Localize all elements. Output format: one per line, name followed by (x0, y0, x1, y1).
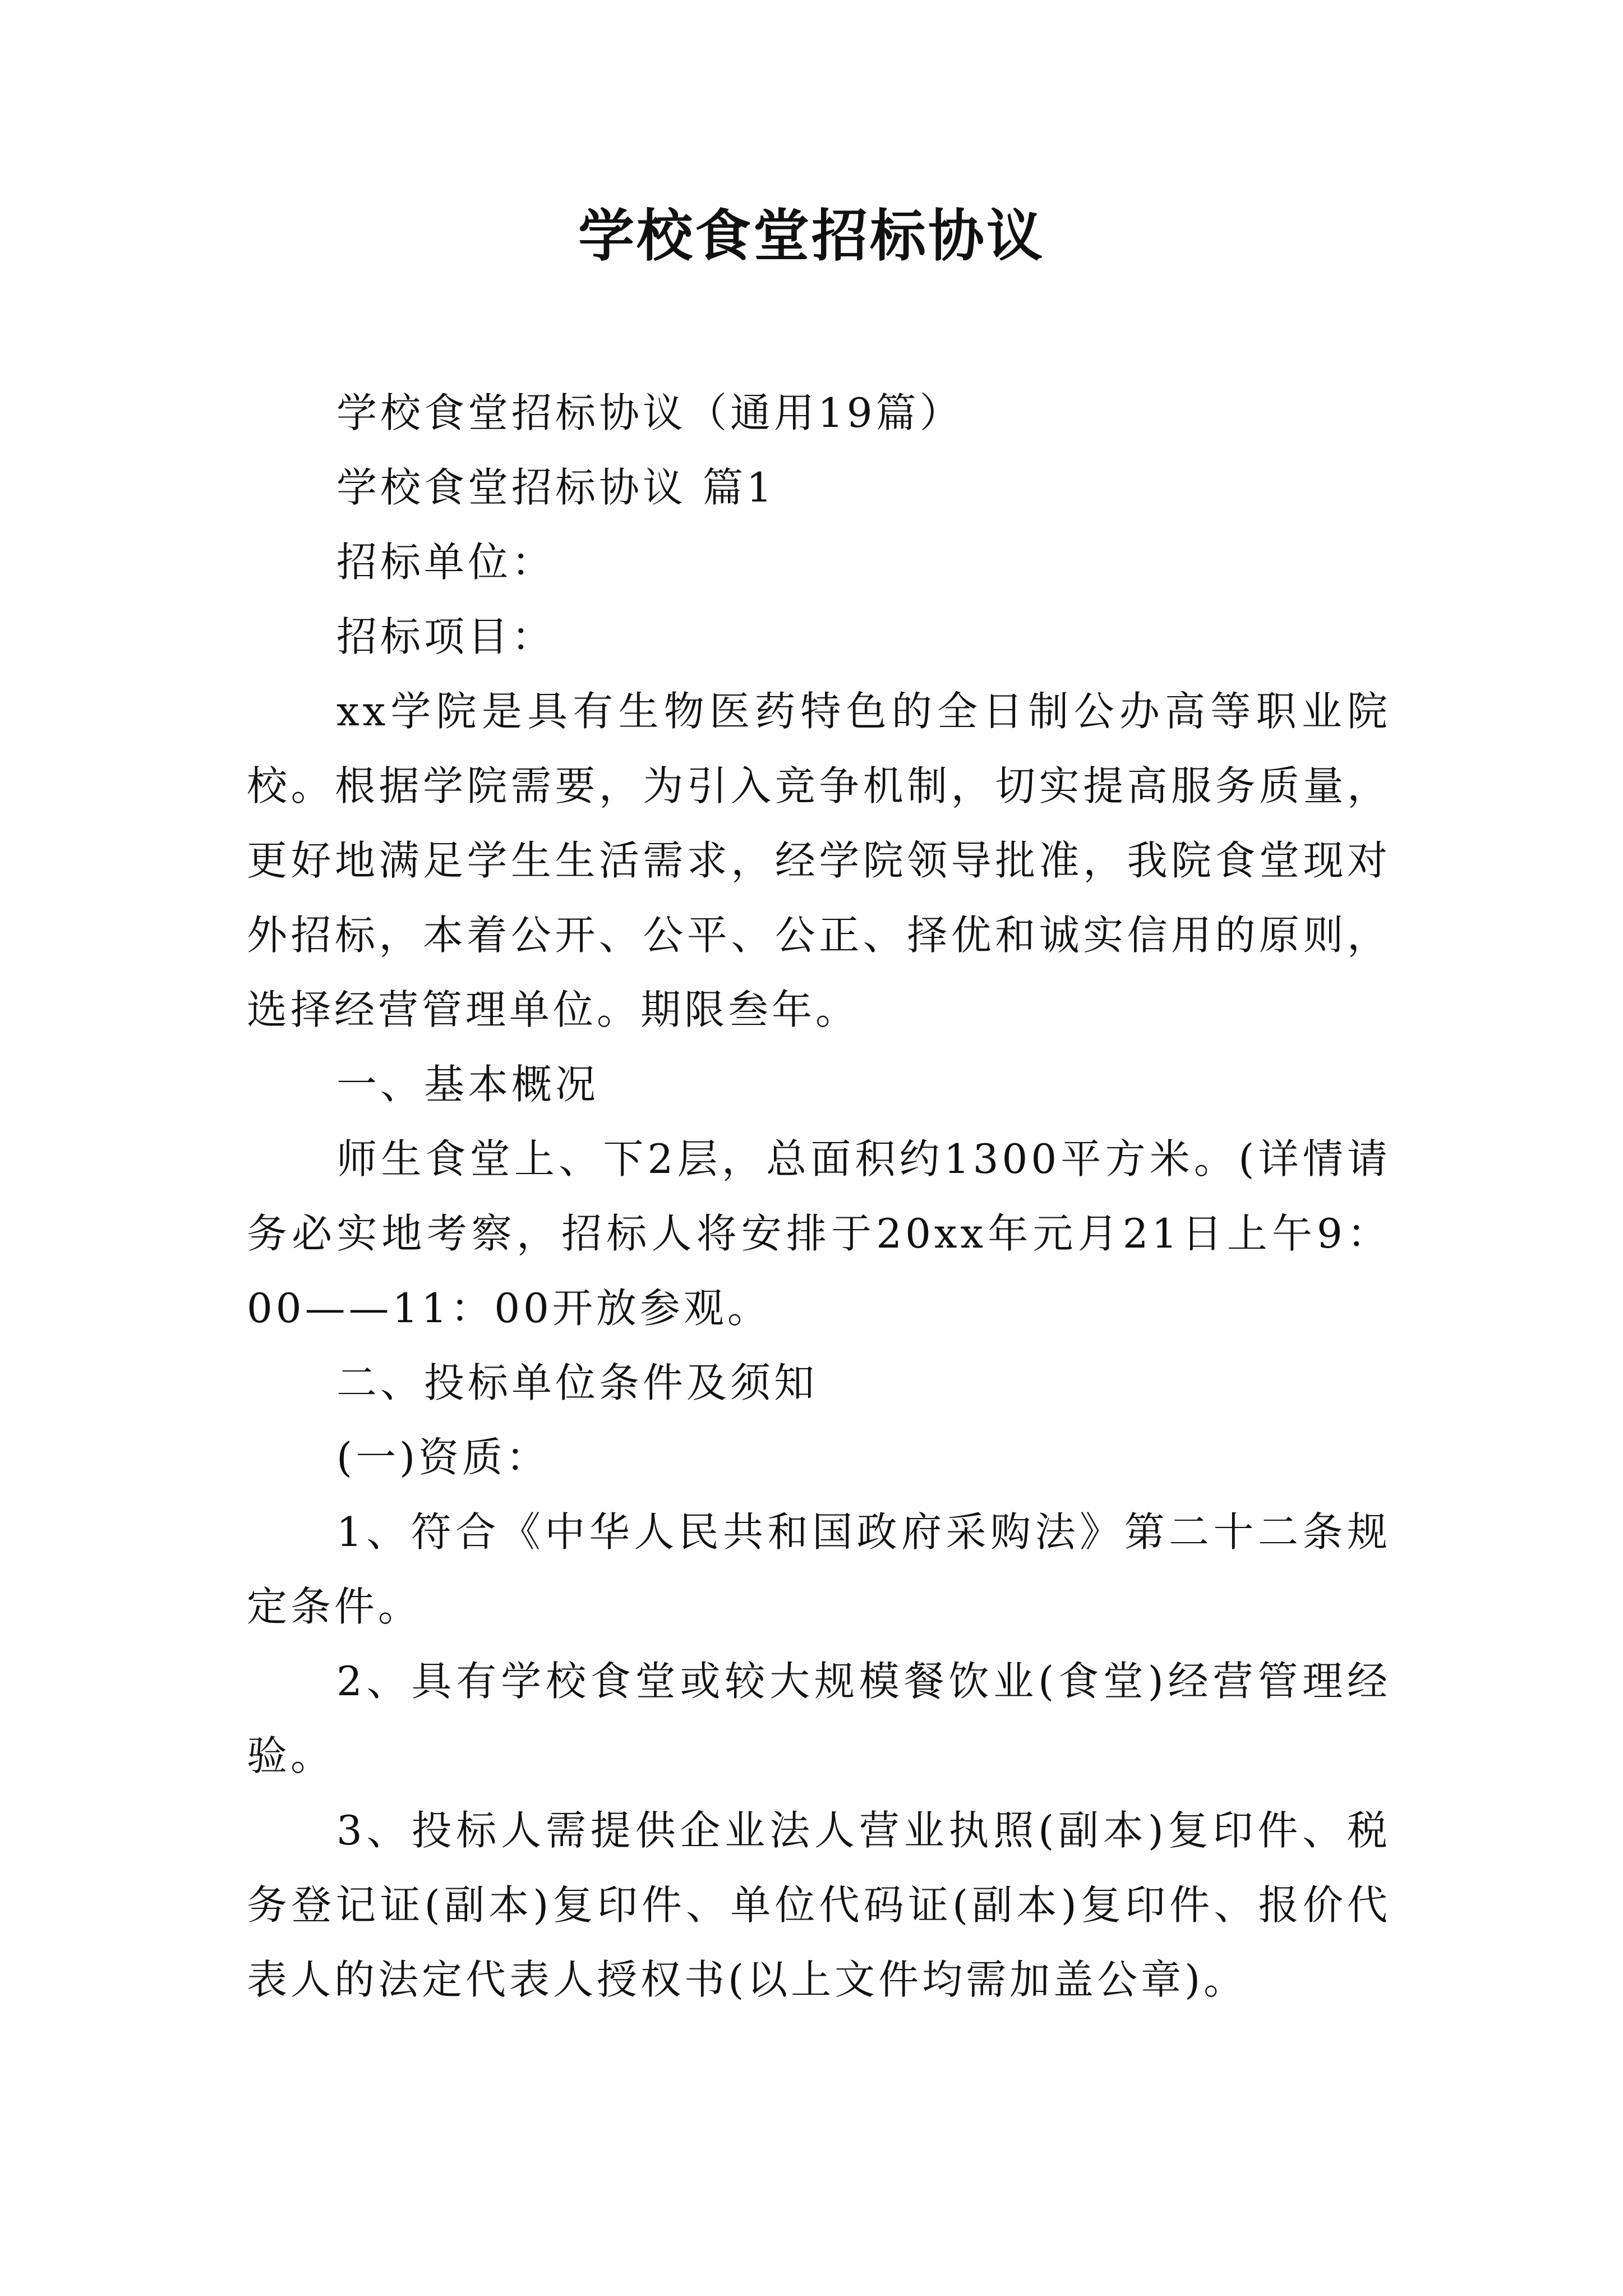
document-body (247, 376, 1391, 2017)
paragraph-item-1: 1、符合《中华人民共和国政府采购法》第二十二条规定条件。 (247, 1508, 1391, 1630)
paragraph-heading-conditions: 二、投标单位条件及须知 (336, 1359, 818, 1406)
paragraph-heading-overview: 一、基本概况 (336, 1061, 600, 1108)
paragraph-tender-unit: 招标单位： (336, 539, 556, 586)
paragraph-intro: xx学院是具有生物医药特色的全日制公办高等职业院校。根据学院需要，为引入竞争机制，切实提高服务质量，更好地满足学生生活需求，经学院领导批准，我院食堂现对外招标，本着公开、公平、公正、择优和诚实信用的原则，选择经营管理单位。期限叁年。 (247, 688, 1391, 1033)
paragraph-subtitle: 学校食堂招标协议（通用19篇） (336, 389, 963, 436)
document-title: 学校食堂招标协议 (578, 203, 1045, 269)
paragraph-item-3: 3、投标人需提供企业法人营业执照(副本)复印件、税务登记证(副本)复印件、单位代码证(副本)复印件、报价代表人的法定代表人授权书(以上文件均需加盖公章)。 (247, 1807, 1391, 2003)
paragraph-tender-project: 招标项目： (336, 613, 556, 660)
paragraph-qualification: (一)资质： (336, 1434, 550, 1481)
paragraph-overview: 师生食堂上、下2层，总面积约1300平方米。(详情请务必实地考察，招标人将安排于20xx年元月21日上午9：00——11：00开放参观。 (247, 1135, 1391, 1332)
paragraph-item-2: 2、具有学校食堂或较大规模餐饮业(食堂)经营管理经验。 (247, 1658, 1391, 1779)
paragraph-section-heading: 学校食堂招标协议 篇1 (336, 464, 776, 511)
